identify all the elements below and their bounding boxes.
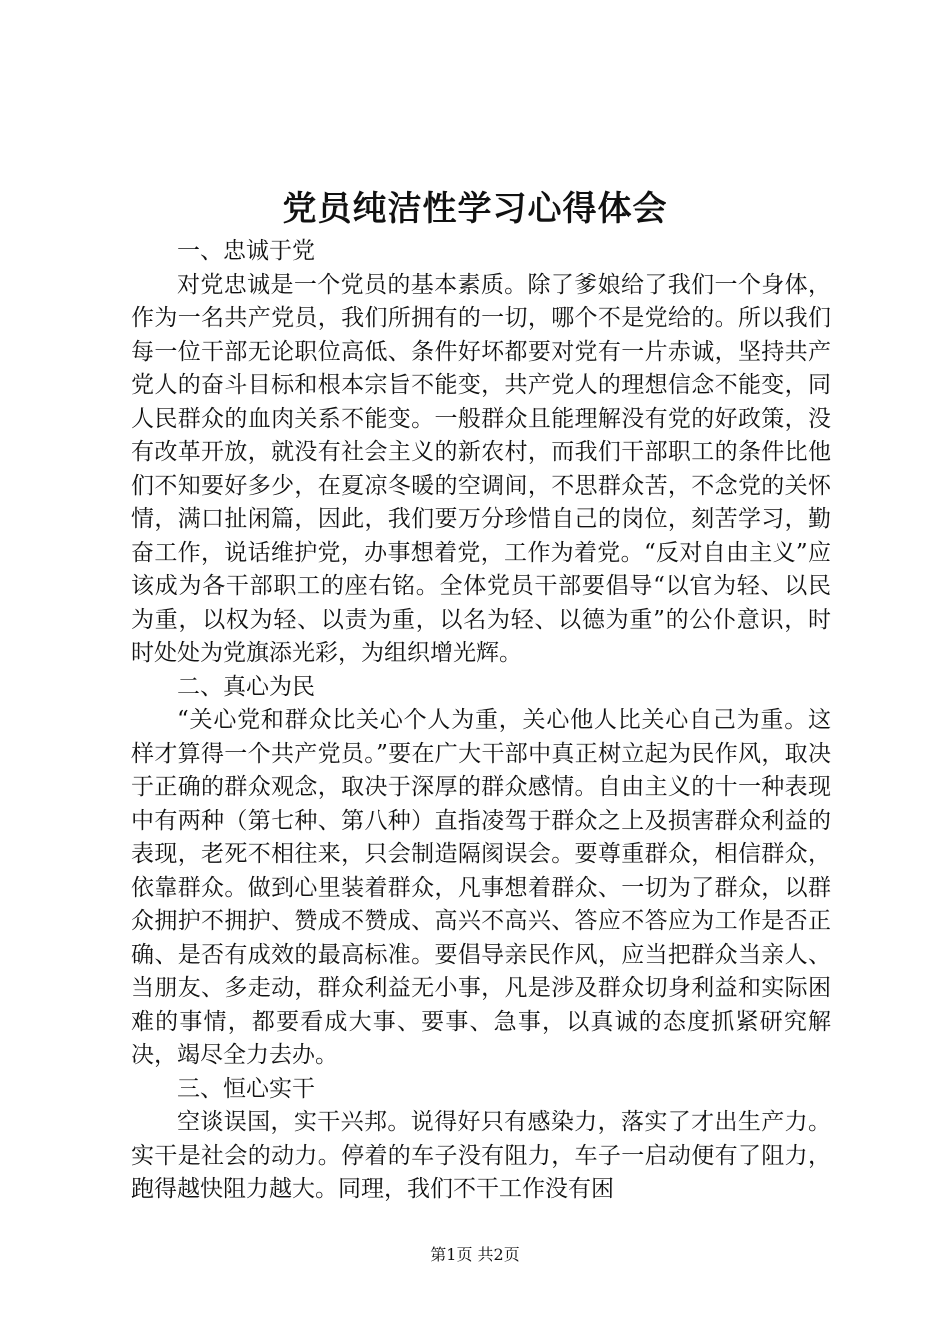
document-title: 党员纯洁性学习心得体会 xyxy=(282,189,668,229)
section-heading-hard-work: 三、恒心实干 xyxy=(177,1075,315,1102)
paragraph-hard-work: 空谈误国，实干兴邦。说得好只有感染力，落实了才出生产力。实干是社会的动力。停着的车子没有阻力，车子一启动便有了阻力，跑得越快阻力越大。同理，我们不干工作没有困 xyxy=(131,1109,831,1202)
section-heading-serve-people: 二、真心为民 xyxy=(177,673,315,700)
section-heading-loyalty: 一、忠诚于党 xyxy=(177,238,315,264)
document-body xyxy=(131,235,831,1207)
paragraph-loyalty: 对党忠诚是一个党员的基本素质。除了爹娘给了我们一个身体，作为一名共产党员，我们所拥有的一切，哪个不是党给的。所以我们每一位干部无论职位高低、条件好坏都要对党有一片赤诚，坚持共产党人的奋斗目标和根本宗旨不能变，共产党人的理想信念不能变，同人民群众的血肉关系不能变。一般群众且能理解没有党的好政策，没有改革开放，就没有社会主义的新农村，而我们干部职工的条件比他们不知要好多少，在夏凉冬暖的空调间，不思群众苦，不念党的关怀情，满口扯闲篇，因此，我们要万分珍惜自己的岗位，刻苦学习，勤奋工作，说话维护党，办事想着党，工作为着党。“反对自由主义”应该成为各干部职工的座右铭。全体党员干部要倡导“以官为轻、以民为重，以权为轻、以责为重，以名为轻、以德为重”的公仆意识，时时处处为党旗添光彩，为组织增光辉。 xyxy=(131,271,831,666)
page-footer: 第1页 共2页 xyxy=(430,1245,520,1264)
paragraph-serve-people: “关心党和群众比关心个人为重，关心他人比关心自己为重。这样才算得一个共产党员。”要在广大干部中真正树立起为民作风，取决于正确的群众观念，取决于深厚的群众感情。自由主义的十一种表现中有两种（第七种、第八种）直指凌驾于群众之上及损害群众利益的表现，老死不相往来，只会制造隔阂误会。要尊重群众，相信群众，依靠群众。做到心里装着群众，凡事想着群众、一切为了群众，以群众拥护不拥护、赞成不赞成、高兴不高兴、答应不答应为工作是否正确、是否有成效的最高标准。要倡导亲民作风，应当把群众当亲人、当朋友、多走动，群众利益无小事，凡是涉及群众切身利益和实际困难的事情，都要看成大事、要事、急事，以真诚的态度抓紧研究解决，竭尽全力去办。 xyxy=(131,707,831,1068)
